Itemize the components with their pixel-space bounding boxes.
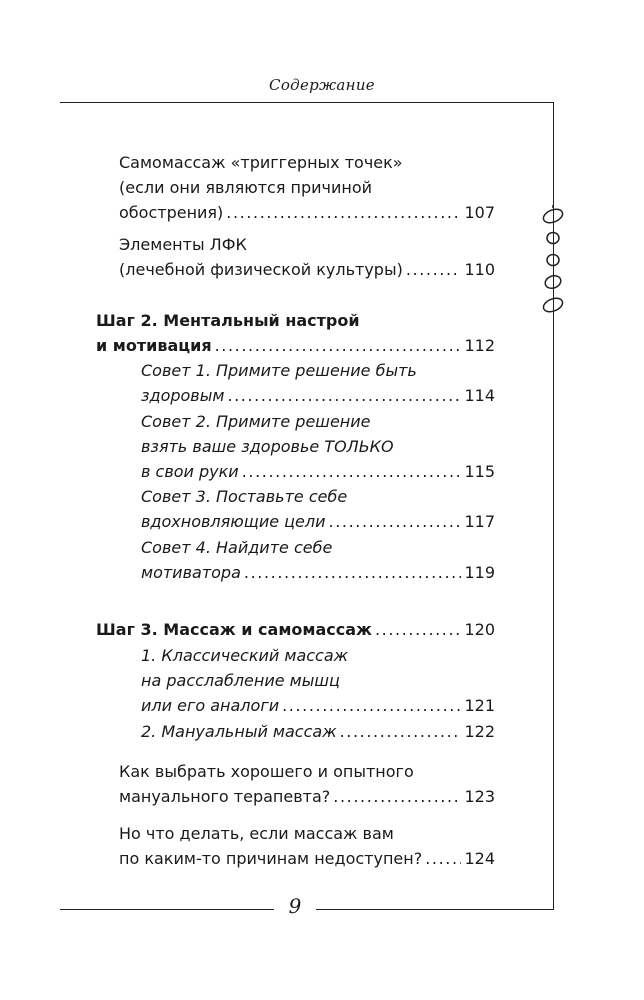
ornament-oval bbox=[547, 233, 559, 244]
dot-leader bbox=[282, 693, 461, 718]
ornament-oval bbox=[543, 274, 562, 291]
toc-entry bbox=[119, 821, 495, 871]
ornament-oval bbox=[547, 255, 559, 266]
toc-entry bbox=[96, 617, 495, 642]
toc-entry-text: мануального терапевта? bbox=[119, 787, 331, 806]
toc-page-number: 124 bbox=[464, 849, 495, 868]
toc-entry-text: Шаг 3. Массаж и самомассаж bbox=[96, 620, 372, 639]
toc-entry-text: мотиватора bbox=[141, 563, 241, 582]
running-header-title: Содержание bbox=[269, 76, 375, 94]
ornament-oval bbox=[541, 207, 564, 226]
dot-leader bbox=[340, 719, 462, 744]
toc-page-number: 110 bbox=[464, 260, 495, 279]
dot-leader bbox=[227, 383, 461, 408]
toc-page-number: 119 bbox=[464, 563, 495, 582]
header-rule bbox=[60, 102, 554, 103]
toc-entry-text: Элементы ЛФК bbox=[119, 235, 247, 254]
dot-leader bbox=[244, 560, 462, 585]
toc-page-number: 120 bbox=[464, 620, 495, 639]
toc-page-number: 122 bbox=[464, 722, 495, 741]
toc-entry-text: или его аналоги bbox=[141, 696, 280, 715]
dot-leader bbox=[406, 257, 462, 282]
toc-page-number: 112 bbox=[464, 336, 495, 355]
ornament-ovals bbox=[533, 205, 573, 320]
toc-entry-text: Совет 4. Найдите себе bbox=[141, 538, 333, 557]
toc-page-number: 117 bbox=[464, 512, 495, 531]
toc-entry-text: Совет 3. Поставьте себе bbox=[141, 487, 348, 506]
toc-entry bbox=[141, 409, 495, 484]
toc-page-number: 114 bbox=[464, 386, 495, 405]
dot-leader bbox=[215, 333, 462, 358]
toc-entry-text: взять ваше здоровье ТОЛЬКО bbox=[141, 437, 394, 456]
dot-leader bbox=[329, 509, 462, 534]
toc-entry-text: на расслабление мышц bbox=[141, 671, 340, 690]
dot-leader bbox=[425, 846, 461, 871]
toc-entry-text: по каким-то причинам недоступен? bbox=[119, 849, 423, 868]
toc-entry-text: в свои руки bbox=[141, 462, 239, 481]
dot-leader bbox=[226, 200, 461, 225]
toc-entry-text: обострения) bbox=[119, 203, 224, 222]
toc-entry-text: Совет 2. Примите решение bbox=[141, 412, 371, 431]
toc-entry bbox=[96, 308, 495, 358]
toc-entry-text: здоровым bbox=[141, 386, 225, 405]
toc-entry-text: Самомассаж «триггерных точек» bbox=[119, 153, 403, 172]
page-number: 9 bbox=[288, 894, 302, 918]
toc-entry bbox=[141, 484, 495, 534]
toc-entry bbox=[119, 150, 495, 225]
toc-entry-text: вдохновляющие цели bbox=[141, 512, 326, 531]
toc-entry-text: Шаг 2. Ментальный настрой bbox=[96, 311, 360, 330]
toc-entry bbox=[141, 358, 495, 408]
toc-entry-text: и мотивация bbox=[96, 336, 212, 355]
toc-entry-text: (если они являются причиной bbox=[119, 178, 373, 197]
toc-page-number: 121 bbox=[464, 696, 495, 715]
toc-entry bbox=[141, 719, 495, 744]
toc-entry-text: 1. Классический массаж bbox=[141, 646, 349, 665]
footer-rule-right bbox=[316, 909, 554, 910]
toc-entry-text: Но что делать, если массаж вам bbox=[119, 824, 394, 843]
toc-page-number: 115 bbox=[464, 462, 495, 481]
toc-entry-text: (лечебной физической культуры) bbox=[119, 260, 403, 279]
dot-leader bbox=[375, 617, 462, 642]
toc-entry bbox=[119, 759, 495, 809]
toc-entry bbox=[141, 643, 495, 718]
ornament-oval bbox=[541, 296, 564, 315]
toc-entry bbox=[119, 232, 495, 282]
toc-entry bbox=[141, 535, 495, 585]
toc-page-number: 107 bbox=[464, 203, 495, 222]
toc-page-number: 123 bbox=[464, 787, 495, 806]
footer-rule-left bbox=[60, 909, 274, 910]
toc-entry-text: Как выбрать хорошего и опытного bbox=[119, 762, 414, 781]
toc-entry-text: Совет 1. Примите решение быть bbox=[141, 361, 417, 380]
toc-entry-text: 2. Мануальный массаж bbox=[141, 722, 337, 741]
dot-leader bbox=[242, 459, 462, 484]
dot-leader bbox=[333, 784, 461, 809]
